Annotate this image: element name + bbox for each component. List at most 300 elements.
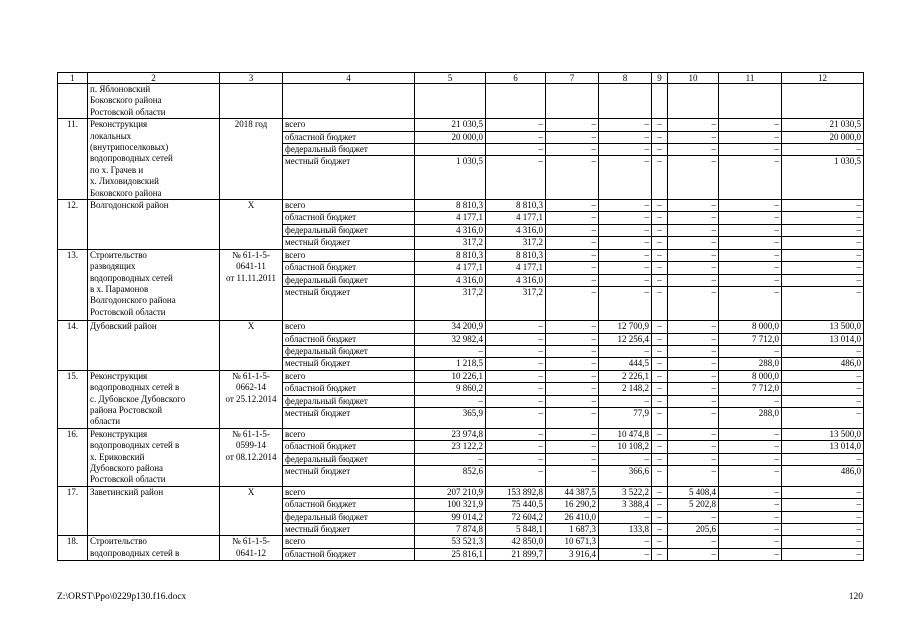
value-c10: – [668,321,719,333]
value-c8: – [599,119,652,131]
value-c5: 25 816,1 [415,548,486,560]
empty-cell [415,84,486,119]
value-c11: 7 712,0 [719,333,782,345]
column-header: 2 [88,73,220,84]
object-name-line: водопроводных сетей [90,153,173,164]
value-c8: – [599,511,652,523]
row-number: 17. [58,486,88,536]
value-c7: – [546,224,599,236]
object-name-cell [88,486,220,536]
funding-source: всего [283,428,415,440]
document-line: от 08.12.2014 [225,451,277,462]
value-c8: – [599,224,652,236]
value-c7: – [546,119,599,131]
document-line: Х [247,486,255,497]
funding-source: федеральный бюджет [283,144,415,156]
value-c8: – [599,249,652,261]
value-c6: – [486,345,546,357]
table-row [58,428,864,440]
value-c8: 366,6 [599,465,652,486]
value-c8: 10 474,8 [599,428,652,440]
empty-cell [782,84,864,119]
empty-cell [546,84,599,119]
object-name-line: локальных [90,130,132,141]
value-c6: 75 440,5 [486,499,546,511]
value-c9: – [652,156,668,200]
column-header: 3 [220,73,283,84]
value-c8: – [599,395,652,407]
table-row [58,249,864,261]
funding-source: всего [283,200,415,212]
empty-cell [283,84,415,119]
value-c12: – [782,286,864,320]
value-c9: – [652,333,668,345]
funding-source: местный бюджет [283,358,415,370]
value-c5: 207 210,9 [415,486,486,498]
document-cell [220,428,283,486]
value-c5: 21 030,5 [415,119,486,131]
funding-source: всего [283,321,415,333]
value-c11: 8 000,0 [719,370,782,382]
value-c11: – [719,262,782,274]
value-c12: – [782,345,864,357]
value-c11: – [719,524,782,536]
object-name-line: Строительство [90,249,147,260]
value-c5: 852,6 [415,465,486,486]
value-c9: – [652,499,668,511]
value-c12: – [782,524,864,536]
object-name-line: (внутрипоселковых) [90,142,169,153]
value-c9: – [652,428,668,440]
value-c10: – [668,345,719,357]
value-c10: – [668,428,719,440]
value-c6: 21 899,7 [486,548,546,560]
row-number: 12. [58,200,88,250]
column-header: 9 [652,73,668,84]
value-c11: – [719,499,782,511]
value-c10: – [668,453,719,465]
value-c7: – [546,131,599,143]
value-c9: – [652,286,668,320]
value-c7: 10 671,3 [546,536,599,548]
funding-source: всего [283,536,415,548]
empty-cell [220,84,283,119]
value-c8: 133,8 [599,524,652,536]
funding-source: местный бюджет [283,407,415,428]
object-name-cell [88,321,220,371]
value-c8: – [599,453,652,465]
value-c9: – [652,144,668,156]
value-c12: – [782,499,864,511]
value-c12: – [782,511,864,523]
value-c6: – [486,144,546,156]
value-c11: 8 000,0 [719,321,782,333]
value-c6: 153 892,8 [486,486,546,498]
value-c9: – [652,249,668,261]
value-c6: – [486,156,546,200]
object-name-line: Ростовской области [90,474,166,485]
value-c12: – [782,453,864,465]
object-name-line: в х. Парамонов [90,283,149,294]
value-c5: 365,9 [415,407,486,428]
object-name-line: Боковского района [90,187,162,198]
value-c8: – [599,131,652,143]
table-row [58,370,864,382]
object-name-line: Реконструкция [90,119,148,130]
table-row [58,536,864,548]
value-c5: 1 030,5 [415,156,486,200]
value-c10: – [668,383,719,395]
value-c5: – [415,345,486,357]
object-name-line: с. Дубовское Дубовского [90,393,186,404]
value-c12: 13 500,0 [782,428,864,440]
value-c6: 42 850,0 [486,536,546,548]
value-c9: – [652,345,668,357]
object-name-cell [88,84,220,119]
value-c6: – [486,358,546,370]
document-cell [220,119,283,200]
value-c8: – [599,262,652,274]
value-c11: – [719,131,782,143]
table-body [58,73,864,561]
value-c7: – [546,345,599,357]
value-c6: 8 810,3 [486,249,546,261]
object-name-line: района Ростовской [90,404,163,415]
funding-source: всего [283,370,415,382]
funding-source: федеральный бюджет [283,345,415,357]
value-c10: – [668,548,719,560]
column-header: 7 [546,73,599,84]
funding-source: областной бюджет [283,333,415,345]
value-c9: – [652,486,668,498]
object-name-line: Волгодонской район [90,200,169,211]
value-c11: – [719,156,782,200]
value-c8: 2 226,1 [599,370,652,382]
document-line: 0641-12 [236,547,266,558]
value-c6: 4 177,1 [486,212,546,224]
value-c5: 4 177,1 [415,262,486,274]
budget-table [57,72,864,561]
value-c10: – [668,262,719,274]
value-c6: – [486,321,546,333]
value-c5: 32 982,4 [415,333,486,345]
value-c5 [415,144,486,156]
value-c8: – [599,274,652,286]
value-c8: 12 256,4 [599,333,652,345]
value-c12: 13 014,0 [782,441,864,453]
value-c11: 288,0 [719,407,782,428]
value-c7: 16 290,2 [546,499,599,511]
value-c11: – [719,548,782,560]
value-c10: – [668,286,719,320]
continuation-row [58,84,864,119]
value-c7: – [546,262,599,274]
value-c6: 4 177,1 [486,262,546,274]
value-c6: – [486,441,546,453]
value-c10: – [668,212,719,224]
value-c9: – [652,200,668,212]
value-c5: 7 874,8 [415,524,486,536]
value-c8: – [599,212,652,224]
value-c11: – [719,395,782,407]
value-c8: – [599,156,652,200]
value-c9: – [652,441,668,453]
value-c7: – [546,370,599,382]
value-c7: – [546,321,599,333]
value-c6: – [486,131,546,143]
column-header: 10 [668,73,719,84]
value-c11: – [719,428,782,440]
value-c5: 23 974,8 [415,428,486,440]
value-c8: – [599,144,652,156]
value-c5: 4 177,1 [415,212,486,224]
value-c11: – [719,511,782,523]
value-c5: 8 810,3 [415,249,486,261]
value-c11: – [719,536,782,548]
value-c10: – [668,358,719,370]
value-c8: 10 108,2 [599,441,652,453]
value-c5: 4 316,0 [415,274,486,286]
value-c7: 44 387,5 [546,486,599,498]
value-c6: 72 604,2 [486,511,546,523]
value-c12: – [782,536,864,548]
value-c11: – [719,486,782,498]
value-c5: 99 014,2 [415,511,486,523]
funding-source: местный бюджет [283,237,415,249]
value-c5: 317,2 [415,237,486,249]
value-c9: – [652,465,668,486]
value-c5: 34 200,9 [415,321,486,333]
value-c10: – [668,249,719,261]
value-c12: – [782,486,864,498]
value-c5: 23 122,2 [415,441,486,453]
value-c10: – [668,237,719,249]
value-c5: 9 860,2 [415,383,486,395]
value-c11: – [719,274,782,286]
value-c9: – [652,511,668,523]
value-c9: – [652,321,668,333]
value-c6: – [486,395,546,407]
value-c12: – [782,249,864,261]
value-c6: 317,2 [486,237,546,249]
value-c8: 12 700,9 [599,321,652,333]
empty-cell [668,84,719,119]
funding-source: областной бюджет [283,212,415,224]
object-name-cell [88,200,220,250]
value-c12: – [782,383,864,395]
object-name-line: х. Ериковский [90,451,145,462]
value-c6: 317,2 [486,286,546,320]
value-c12: 20 000,0 [782,131,864,143]
value-c7: – [546,383,599,395]
value-c9: – [652,383,668,395]
value-c9: – [652,395,668,407]
document-line: от 25.12.2014 [225,393,277,404]
value-c12: – [782,144,864,156]
object-name-cell [88,249,220,320]
value-c8: – [599,237,652,249]
funding-source: местный бюджет [283,286,415,320]
document-cell [220,486,283,536]
table-row [58,486,864,498]
value-c6: – [486,383,546,395]
value-c11: – [719,119,782,131]
document-line: № 61-1-5- [232,249,270,260]
column-header: 12 [782,73,864,84]
object-name-line: водопроводных сетей в [90,547,180,558]
value-c10: – [668,156,719,200]
document-line: № 61-1-5- [232,370,270,381]
value-c5: 4 316,0 [415,224,486,236]
file-path: Z:\ORST\Ppo\0229p130.f16.docx [57,592,187,602]
funding-source: местный бюджет [283,524,415,536]
value-c6: – [486,370,546,382]
value-c12: – [782,407,864,428]
empty-cell [486,84,546,119]
value-c7: – [546,453,599,465]
value-c12: 1 030,5 [782,156,864,200]
column-header: 1 [58,73,88,84]
value-c10: – [668,131,719,143]
object-name-line: Реконструкция [90,428,148,439]
object-name-cell [88,370,220,428]
object-name-cell [88,536,220,561]
object-name-line: Заветинский район [90,486,164,497]
document-line: 0641-11 [236,261,266,272]
value-c5: 8 810,3 [415,200,486,212]
funding-source: федеральный бюджет [283,395,415,407]
funding-source: федеральный бюджет [283,453,415,465]
object-name-cell [88,428,220,486]
value-c9: – [652,131,668,143]
value-c10: – [668,465,719,486]
value-c6: 5 848,1 [486,524,546,536]
value-c7: – [546,286,599,320]
funding-source: федеральный бюджет [283,511,415,523]
page-number: 120 [848,592,863,602]
value-c10: – [668,274,719,286]
document-line: № 61-1-5- [232,536,270,547]
value-c11: – [719,441,782,453]
column-header: 11 [719,73,782,84]
empty-cell [652,84,668,119]
value-c10: 5 202,8 [668,499,719,511]
value-c8: – [599,345,652,357]
value-c5: 317,2 [415,286,486,320]
value-c10: 5 408,4 [668,486,719,498]
value-c11: – [719,224,782,236]
funding-source: федеральный бюджет [283,224,415,236]
document-line: 2018 год [234,119,268,130]
value-c12: – [782,224,864,236]
value-c10: 205,6 [668,524,719,536]
row-number: 16. [58,428,88,486]
value-c7: – [546,441,599,453]
funding-source: областной бюджет [283,131,415,143]
value-c6: – [486,465,546,486]
object-name-line: водопроводных сетей в [90,440,180,451]
value-c12: – [782,274,864,286]
value-c7: 26 410,0 [546,511,599,523]
value-c11: – [719,453,782,465]
value-c7: – [546,144,599,156]
value-c12: 13 500,0 [782,321,864,333]
value-c8: – [599,200,652,212]
value-c12: 13 014,0 [782,333,864,345]
value-c5: 10 226,1 [415,370,486,382]
value-c7: – [546,395,599,407]
value-c10: – [668,200,719,212]
value-c10: – [668,395,719,407]
value-c5: 53 521,3 [415,536,486,548]
value-c11: – [719,200,782,212]
object-name-line: Ростовской области [90,306,166,317]
funding-source: областной бюджет [283,548,415,560]
value-c11: 7 712,0 [719,383,782,395]
value-c7: – [546,212,599,224]
value-c8: 77,9 [599,407,652,428]
value-c7: – [546,465,599,486]
document-line: 0662-14 [236,382,266,393]
object-name-line: х. Лиховидовский [90,176,159,187]
value-c12: – [782,200,864,212]
table-row [58,200,864,212]
object-name-line: разводящих [90,261,136,272]
value-c9: – [652,370,668,382]
value-c7: – [546,237,599,249]
column-header: 6 [486,73,546,84]
object-name-cell [88,119,220,200]
value-c9: – [652,237,668,249]
value-c7: – [546,358,599,370]
value-c6: 8 810,3 [486,200,546,212]
value-c10: – [668,441,719,453]
value-c12: – [782,548,864,560]
value-c6: – [486,428,546,440]
row-number: 18. [58,536,88,561]
value-c8: – [599,536,652,548]
value-c12: – [782,212,864,224]
document-line: от 11.11.2011 [225,272,277,283]
value-c7: – [546,428,599,440]
row-number: 14. [58,321,88,371]
value-c10: – [668,536,719,548]
value-c9: – [652,524,668,536]
column-header: 8 [599,73,652,84]
funding-source: федеральный бюджет [283,274,415,286]
value-c10: – [668,144,719,156]
document-cell [220,249,283,320]
value-c8: 444,5 [599,358,652,370]
value-c8: 3 522,2 [599,486,652,498]
value-c9: – [652,274,668,286]
value-c7: – [546,249,599,261]
value-c9: – [652,262,668,274]
object-name-line: Дубовский район [90,321,157,332]
value-c7: – [546,274,599,286]
value-c11: – [719,237,782,249]
value-c12: 486,0 [782,465,864,486]
document-line: Х [247,321,255,332]
funding-source: областной бюджет [283,383,415,395]
value-c11: – [719,249,782,261]
document-line: Х [247,200,255,211]
value-c10: – [668,119,719,131]
value-c9: – [652,407,668,428]
object-name-line: Боковского района [90,95,162,106]
value-c12: – [782,370,864,382]
value-c12: – [782,262,864,274]
